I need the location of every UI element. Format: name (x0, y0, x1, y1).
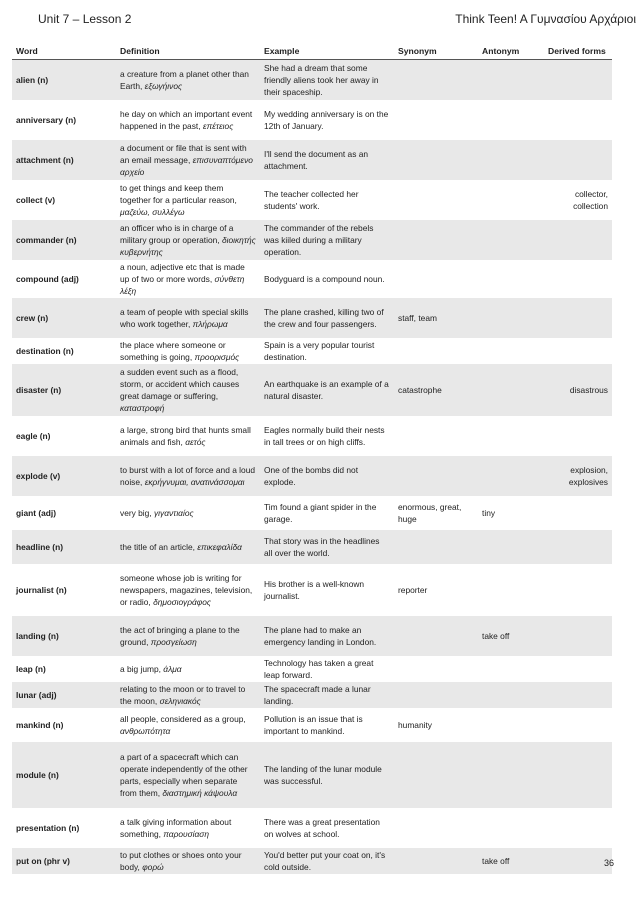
definition-text: a noun, adjective etc that is made up of two or more words, (120, 261, 245, 284)
word-cell: lunar (adj) (12, 682, 116, 708)
derived-forms-cell (544, 742, 612, 808)
definition-text: a part of a spacecraft which can operate independently of the other parts, especially when separate from them, (120, 751, 248, 798)
word-cell: commander (n) (12, 220, 116, 260)
example-cell: The landing of the lunar module was successful. (260, 742, 394, 808)
greek-translation: παρουσίαση (163, 828, 210, 839)
derived-forms-cell (544, 848, 612, 874)
antonym-cell: take off (478, 616, 544, 656)
derived-forms-cell (544, 140, 612, 180)
example-cell: The plane crashed, killing two of the crew and four passengers. (260, 298, 394, 338)
synonym-cell (394, 742, 478, 808)
definition-cell (116, 808, 260, 848)
antonym-cell (478, 298, 544, 338)
definition-text: a document or file that is sent with an email message, (120, 142, 247, 165)
definition-cell (116, 260, 260, 298)
derived-forms-cell (544, 708, 612, 742)
example-cell: She had a dream that some friendly aliens took her away in their spaceship. (260, 60, 394, 100)
word-cell: presentation (n) (16, 822, 80, 833)
greek-translation: σεληνιακός (159, 695, 201, 706)
greek-translation: επισυναπτόμενο αρχείο (120, 154, 253, 177)
antonym-cell (478, 180, 544, 220)
antonym-cell (478, 338, 544, 364)
synonym-cell (394, 140, 478, 180)
synonym-cell (394, 100, 478, 140)
synonym-cell: reporter (398, 584, 428, 595)
definition-text: someone whose job is writing for newspapers, magazines, television, or radio, (120, 572, 253, 607)
definition-cell (116, 742, 260, 808)
derived-forms-cell (544, 530, 612, 564)
column-header-derived-forms: Derived forms (544, 43, 612, 60)
column-header-example: Example (260, 43, 394, 60)
antonym-cell (478, 100, 544, 140)
definition-cell (116, 530, 260, 564)
example-cell: Bodyguard is a compound noun. (264, 273, 385, 284)
definition-cell (116, 416, 260, 456)
example-cell: Spain is a very popular tourist destination. (264, 339, 375, 362)
synonym-cell (394, 656, 478, 682)
word-cell: eagle (n) (16, 430, 51, 441)
table-row (12, 616, 612, 656)
synonym-cell: enormous, great, huge (398, 501, 462, 524)
synonym-cell (394, 808, 478, 848)
derived-forms-cell (544, 656, 612, 682)
definition-text: a talk giving information about something, (120, 816, 232, 839)
word-cell: mankind (n) (16, 719, 64, 730)
definition-text: all people, considered as a group, (120, 713, 246, 724)
definition-text: the place where someone or something is going, (120, 339, 226, 362)
definition-text: a team of people with special skills who work together, (120, 306, 249, 329)
table-row (12, 338, 612, 364)
definition-text: the title of an article, (120, 541, 198, 552)
definition-cell (116, 338, 260, 364)
definition-cell (116, 298, 260, 338)
derived-forms-cell (544, 220, 612, 260)
synonym-cell (394, 180, 478, 220)
antonym-cell (478, 564, 544, 616)
word-cell: collect (v) (16, 194, 56, 205)
antonym-cell: tiny (482, 507, 496, 518)
example-cell: Eagles normally build their nests in tall trees or on high cliffs. (264, 424, 385, 447)
synonym-cell (394, 616, 478, 656)
word-cell: headline (n) (12, 530, 116, 564)
example-cell: My wedding anniversary is on the 12th of January. (264, 108, 389, 131)
greek-translation: γιγαντιαίος (153, 507, 194, 518)
example-cell: The spacecraft made a lunar landing. (260, 682, 394, 708)
greek-translation: προσγείωση (150, 636, 197, 647)
definition-cell (116, 564, 260, 616)
antonym-cell (478, 708, 544, 742)
derived-forms-cell (544, 808, 612, 848)
example-cell: Technology has taken a great leap forward. (264, 657, 374, 680)
greek-translation: δημοσιογράφος (153, 596, 211, 607)
example-cell: Pollution is an issue that is important to mankind. (264, 713, 363, 736)
table-header-row (12, 43, 612, 60)
word-cell: giant (adj) (16, 507, 57, 518)
synonym-cell (394, 456, 478, 496)
synonym-cell (394, 260, 478, 298)
definition-cell (116, 496, 260, 530)
definition-cell (116, 180, 260, 220)
definition-text: to put clothes or shoes onto your body, (120, 849, 242, 872)
synonym-cell: catastrophe (394, 364, 478, 416)
synonym-cell (394, 530, 478, 564)
derived-forms-cell: disastrous (544, 364, 612, 416)
definition-cell (116, 708, 260, 742)
derived-forms-cell (544, 100, 612, 140)
table-row (12, 656, 612, 682)
word-cell: journalist (n) (16, 584, 67, 595)
example-cell: Tim found a giant spider in the garage. (264, 501, 377, 524)
derived-forms-cell (544, 338, 612, 364)
definition-cell (116, 100, 260, 140)
column-header-word: Word (12, 43, 116, 60)
word-cell: module (n) (12, 742, 116, 808)
definition-text: an officer who is in charge of a military group or operation, (120, 222, 234, 245)
derived-forms-cell (544, 416, 612, 456)
synonym-cell (394, 848, 478, 874)
greek-translation: φορώ (142, 861, 164, 872)
antonym-cell (478, 456, 544, 496)
table-row (12, 848, 612, 874)
synonym-cell (394, 682, 478, 708)
table-row (12, 364, 612, 416)
definition-cell (116, 140, 260, 180)
definition-text: the act of bringing a plane to the ground, (120, 624, 240, 647)
word-cell: put on (phr v) (12, 848, 116, 874)
example-cell: There was a great presentation on wolves at school. (264, 816, 380, 839)
example-cell: The teacher collected her students' work. (264, 188, 359, 211)
definition-cell (116, 60, 260, 100)
antonym-cell (478, 808, 544, 848)
lesson-title: Unit 7 – Lesson 2 (38, 12, 132, 26)
antonym-cell (478, 260, 544, 298)
example-cell: That story was in the headlines all over the world. (260, 530, 394, 564)
synonym-cell (394, 60, 478, 100)
definition-text: relating to the moon or to travel to the moon, (120, 683, 246, 706)
definition-text: he day on which an important event happened in the past, (120, 108, 253, 131)
definition-cell (116, 220, 260, 260)
greek-translation: διοικητής κυβερνήτης (120, 234, 256, 257)
column-header-antonym: Antonym (478, 43, 544, 60)
word-cell: crew (n) (12, 298, 116, 338)
antonym-cell (478, 742, 544, 808)
word-cell: compound (adj) (16, 273, 79, 284)
greek-translation: καταστροφή (120, 402, 165, 413)
definition-cell (116, 848, 260, 874)
table-row (12, 60, 612, 100)
definition-cell (116, 456, 260, 496)
table-row (12, 298, 612, 338)
antonym-cell (478, 364, 544, 416)
book-title: Think Teen! A Γυμνασίου Αρχάριοι (455, 12, 636, 26)
example-cell: I'll send the document as an attachment. (260, 140, 394, 180)
greek-translation: προορισμός (194, 351, 240, 362)
word-cell: landing (n) (12, 616, 116, 656)
greek-translation: μαζεύω, συλλέγω (120, 206, 185, 217)
definition-text: a creature from a planet other than Earth, (120, 68, 249, 91)
example-cell: The plane had to make an emergency landing in London. (260, 616, 394, 656)
synonym-cell (394, 416, 478, 456)
synonym-cell (394, 220, 478, 260)
definition-text: a large, strong bird that hunts small animals and fish, (120, 424, 251, 447)
antonym-cell (478, 682, 544, 708)
word-cell: attachment (n) (12, 140, 116, 180)
derived-forms-cell (544, 682, 612, 708)
greek-translation: σύνθετη λέξη (120, 273, 245, 296)
antonym-cell (478, 140, 544, 180)
synonym-cell: staff, team (394, 298, 478, 338)
table-row (12, 564, 612, 616)
table-row (12, 530, 612, 564)
word-cell: destination (n) (16, 345, 74, 356)
example-cell: An earthquake is an example of a natural disaster. (260, 364, 394, 416)
page-number: 36 (603, 858, 614, 868)
derived-forms-cell (544, 60, 612, 100)
antonym-cell (478, 416, 544, 456)
antonym-cell (478, 656, 544, 682)
table-row (12, 708, 612, 742)
table-row (12, 140, 612, 180)
table-row (12, 808, 612, 848)
derived-forms-cell (544, 564, 612, 616)
example-cell: The commander of the rebels was kiiled during a military operation. (260, 220, 394, 260)
greek-translation: άλμα (163, 663, 182, 674)
greek-translation: πλήρωμα (192, 318, 228, 329)
example-cell: His brother is a well-known journalist. (264, 578, 365, 601)
derived-forms-cell: explosion, explosives (544, 456, 612, 496)
greek-translation: επικεφαλίδα (197, 541, 242, 552)
table-row (12, 416, 612, 456)
table-row (12, 260, 612, 298)
definition-cell (116, 364, 260, 416)
word-cell: alien (n) (12, 60, 116, 100)
antonym-cell (478, 530, 544, 564)
table-row (12, 496, 612, 530)
greek-translation: διαστημική κάψουλα (162, 787, 238, 798)
antonym-cell (478, 220, 544, 260)
example-cell: You'd better put your coat on, it's cold outside. (260, 848, 394, 874)
antonym-cell (478, 60, 544, 100)
table-row (12, 742, 612, 808)
table-row (12, 100, 612, 140)
greek-translation: εξωγήινος (144, 80, 183, 91)
greek-translation: εκρήγνυμαι, ανατινάσσομαι (144, 476, 245, 487)
derived-forms-cell (544, 298, 612, 338)
derived-forms-cell (544, 496, 612, 530)
antonym-cell: take off (478, 848, 544, 874)
definition-text: a big jump, (120, 663, 164, 674)
column-header-synonym: Synonym (394, 43, 478, 60)
page-header (0, 8, 638, 30)
word-cell: disaster (n) (12, 364, 116, 416)
vocabulary-table (12, 43, 612, 874)
word-cell: leap (n) (16, 663, 46, 674)
derived-forms-cell (544, 260, 612, 298)
definition-cell (116, 616, 260, 656)
definition-cell (116, 682, 260, 708)
word-cell: anniversary (n) (16, 114, 77, 125)
definition-text: to get things and keep them together for a particular reason, (120, 182, 237, 205)
definition-text: to burst with a lot of force and a loud noise, (120, 464, 256, 487)
derived-forms-cell: collector, collection (573, 188, 608, 211)
greek-translation: αετός (185, 436, 206, 447)
example-cell: One of the bombs did not explode. (260, 456, 394, 496)
synonym-cell (394, 338, 478, 364)
definition-cell (116, 656, 260, 682)
greek-translation: ανθρωπότητα (120, 725, 171, 736)
definition-text: very big, (120, 507, 154, 518)
definition-text: a sudden event such as a flood, storm, or accident which causes great damage or suffering, (120, 366, 240, 401)
column-header-definition: Definition (116, 43, 260, 60)
synonym-cell: humanity (398, 719, 432, 730)
derived-forms-cell (544, 616, 612, 656)
word-cell: explode (v) (12, 456, 116, 496)
table-row (12, 180, 612, 220)
table-row (12, 682, 612, 708)
table-row (12, 456, 612, 496)
greek-translation: επέτειος (202, 120, 234, 131)
table-row (12, 220, 612, 260)
